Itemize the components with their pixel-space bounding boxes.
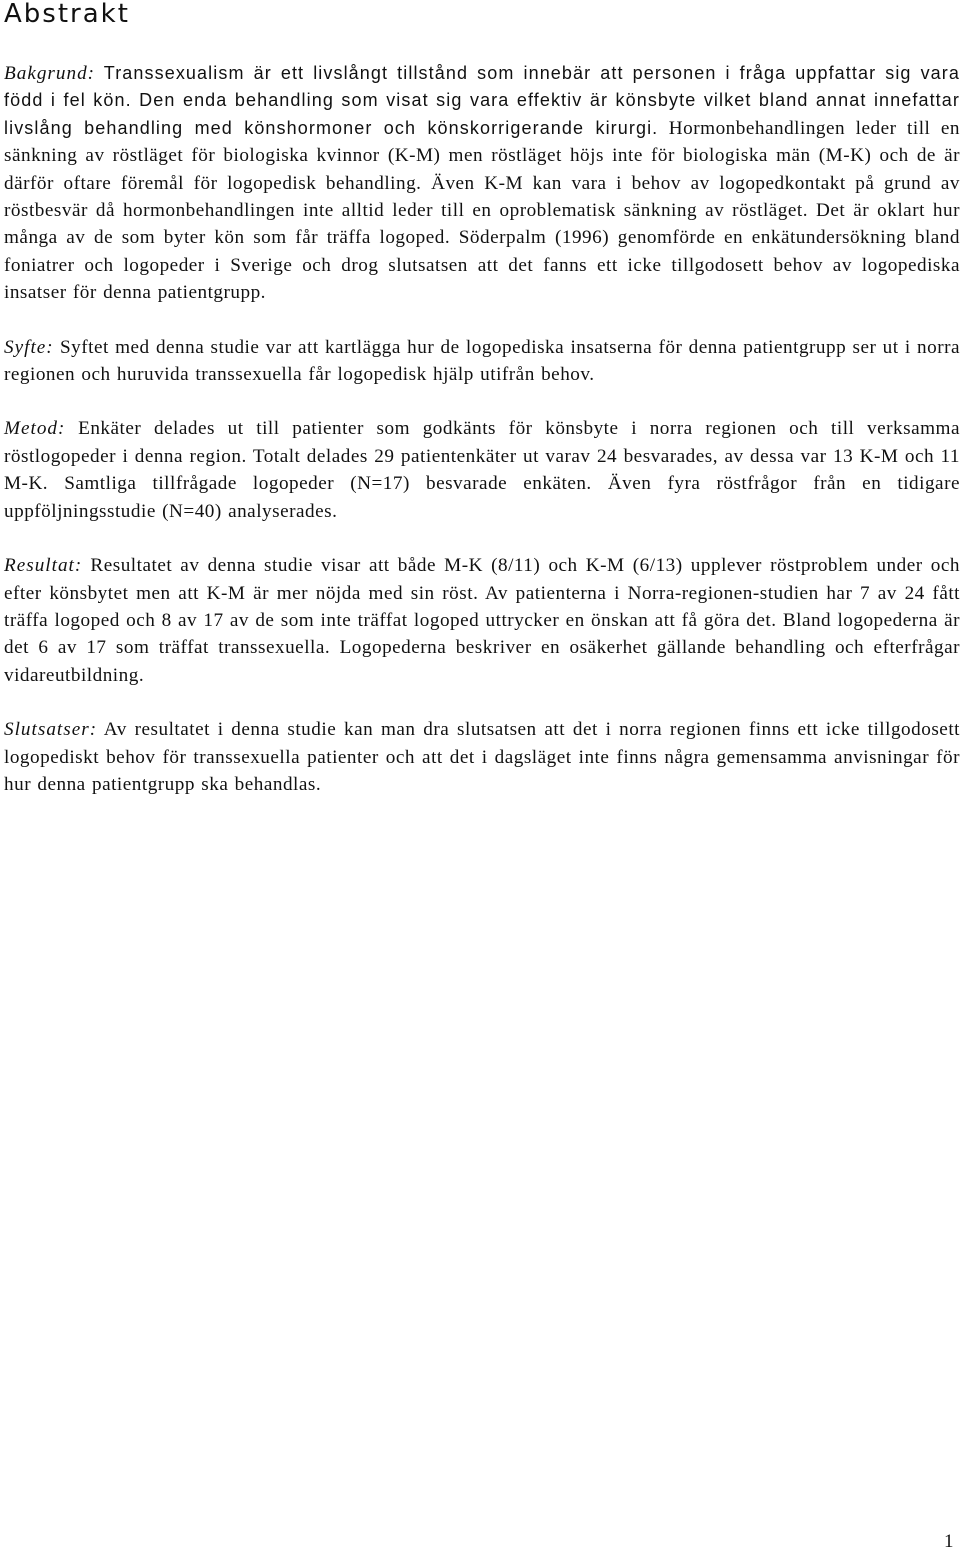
section-label-slutsatser: Slutsatser: bbox=[4, 719, 98, 741]
paragraph-text-resultat: Resultatet av denna studie visar att både M-K (8/11) och K-M (6/13) upplever röstproblem under och efter könsbytet men att K-M är mer nöjda med sin röst. Av patienterna i Norra-regionen-studien har 7 av 24 fått träffa logoped och 8 av 17 av de som inte träffat logoped uttrycker en önskan att få göra det. Bland logopederna är det 6 av 17 som träffat transsexuella. Logopederna beskriver en osäkerhet gällande behandling och efterfrågar vidareutbildning. bbox=[4, 555, 960, 686]
paragraph-text-syfte: Syftet med denna studie var att kartlägga hur de logopediska insatserna för denna patientgrupp ser ut i norra regionen och huruvida transsexuella får logopedisk hjälp utifrån behov. bbox=[4, 336, 960, 386]
section-label-metod: Metod: bbox=[4, 418, 66, 440]
abstract-body bbox=[4, 60, 960, 825]
paragraph-text-bakgrund-intro: Transsexualism är ett livslångt tillstånd som innebär att personen i fråga uppfattar sig vara född i fel kön. Den enda behandling som visat sig vara effektiv är könsbyte vilket bland annat innefattar livslång behandling med könshormoner och könskorrigerande kirurgi. bbox=[4, 63, 960, 138]
paragraph-text-slutsatser: Av resultatet i denna studie kan man dra slutsatsen att det i norra regionen finns ett icke tillgodosett logopediskt behov för transsexuella patienter och att det i dagsläget inte finns några gemensamma anvisningar för hur denna patientgrupp ska behandlas. bbox=[4, 719, 960, 795]
section-label-syfte: Syfte: bbox=[4, 336, 54, 358]
page-title: Abstrakt bbox=[4, 0, 130, 29]
paragraph-slutsatser bbox=[4, 716, 960, 798]
paragraph-text-bakgrund-main: Hormonbehandlingen leder till en sänkning av röstläget för biologiska kvinnor (K-M) men röstläget höjs inte för biologiska män (M-K) och de är därför oftare föremål för logopedisk behandling. Även K-M kan vara i behov av logopedkontakt på grund av röstbesvär då hormonbehandlingen inte alltid leder till en oproblematisk sänkning av röstläget. Det är oklart hur många av de som byter kön som får träffa logoped. Söderpalm (1996) genomförde en enkätundersökning bland foniatrer och logopeder i Sverige och drog slutsatsen att det fanns ett icke tillgodosett behov av logopediska insatser för denna patientgrupp. bbox=[4, 117, 960, 304]
paragraph-syfte bbox=[4, 334, 960, 389]
section-label-bakgrund: Bakgrund: bbox=[4, 63, 96, 84]
paragraph-resultat bbox=[4, 552, 960, 689]
section-label-resultat: Resultat: bbox=[4, 555, 83, 577]
paragraph-bakgrund bbox=[4, 60, 960, 307]
paragraph-text-metod: Enkäter delades ut till patienter som godkänts för könsbyte i norra regionen och till verksamma röstlogopeder i denna region. Totalt delades 29 patientenkäter ut varav 24 besvarades, av dessa var 13 K-M och 11 M-K. Samtliga tillfrågade logopeder (N=17) besvarade enkäten. Även fyra röstfrågor från en tidigare uppföljningsstudie (N=40) analyserades. bbox=[4, 418, 960, 522]
paragraph-metod bbox=[4, 415, 960, 525]
page-number: 1 bbox=[944, 1531, 954, 1552]
